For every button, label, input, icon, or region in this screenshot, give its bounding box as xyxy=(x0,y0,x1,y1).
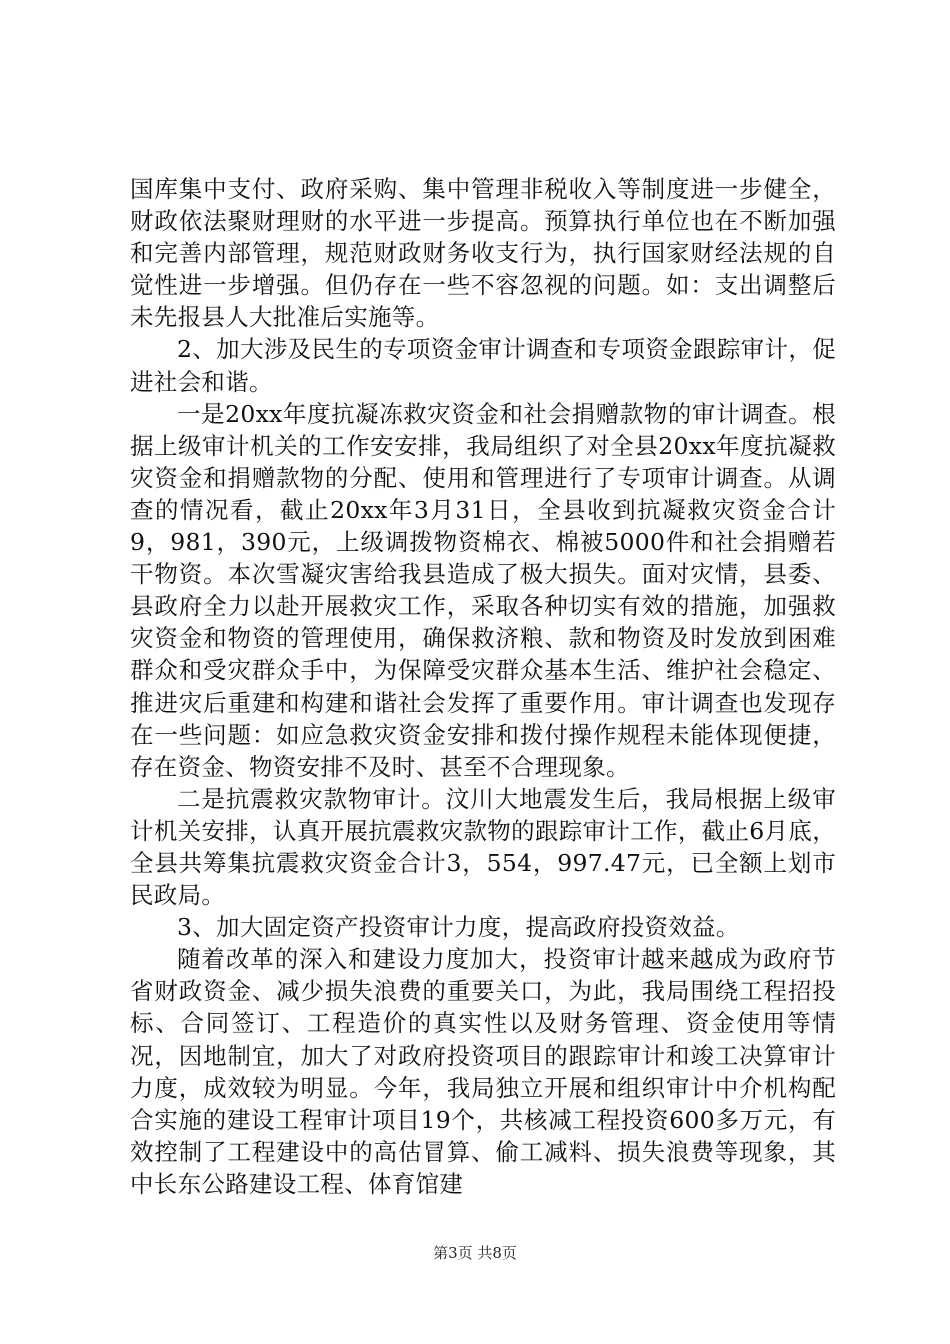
paragraph-investment-audit: 随着改革的深入和建设力度加大，投资审计越来越成为政府节省财政资金、减少损失浪费的重要关口，为此，我局围绕工程招投标、合同签订、工程造价的真实性以及财务管理、资金使用等情况，因地制宜，加大了对政府投资项目的跟踪审计和竣工决算审计力度，成效较为明显。今年，我局独立开展和组织审计中介机构配合实施的建设工程审计项目19个，共核减工程投资600多万元，有效控制了工程建设中的高估冒算、偷工减料、损失浪费等现象，其中长东公路建设工程、体育馆建 xyxy=(130,945,836,1198)
paragraph-earthquake-relief-audit: 二是抗震救灾款物审计。汶川大地震发生后，我局根据上级审计机关安排，认真开展抗震救灾款物的跟踪审计工作，截止6月底，全县共筹集抗震救灾资金合计3，554，997.47元，已全额上划市民政局。 xyxy=(130,784,836,910)
paragraph-section-3-heading: 3、加大固定资产投资审计力度，提高政府投资效益。 xyxy=(177,913,740,942)
paragraph-continued: 国库集中支付、政府采购、集中管理非税收入等制度进一步健全，财政依法聚财理财的水平进一步提高。预算执行单位也在不断加强和完善内部管理，规范财政财务收支行为，执行国家财经法规的自觉性进一步增强。但仍存在一些不容忽视的问题。如：支出调整后未先报县人大批准后实施等。 xyxy=(130,175,836,332)
document-body xyxy=(130,173,836,1200)
paragraph-frost-relief-audit: 一是20xx年度抗凝冻救灾资金和社会捐赠款物的审计调查。根据上级审计机关的工作安安排，我局组织了对全县20xx年度抗凝救灾资金和捐赠款物的分配、使用和管理进行了专项审计调查。从调查的情况看，截止20xx年3月31日，全县收到抗凝救灾资金合计9，981，390元，上级调拨物资棉衣、棉被5000件和社会捐赠若干物资。本次雪凝灾害给我县造成了极大损失。面对灾情，县委、县政府全力以赴开展救灾工作，采取各种切实有效的措施，加强救灾资金和物资的管理使用，确保救济粮、款和物资及时发放到困难群众和受灾群众手中，为保障受灾群众基本生活、维护社会稳定、推进灾后重建和构建和谐社会发挥了重要作用。审计调查也发现存在一些问题：如应急救灾资金安排和拨付操作规程未能体现便捷，存在资金、物资安排不及时、甚至不合理现象。 xyxy=(130,399,836,781)
paragraph-section-2-heading: 2、加大涉及民生的专项资金审计调查和专项资金跟踪审计，促进社会和谐。 xyxy=(130,335,836,396)
page-number-footer: 第3页 共8页 xyxy=(433,1244,517,1262)
